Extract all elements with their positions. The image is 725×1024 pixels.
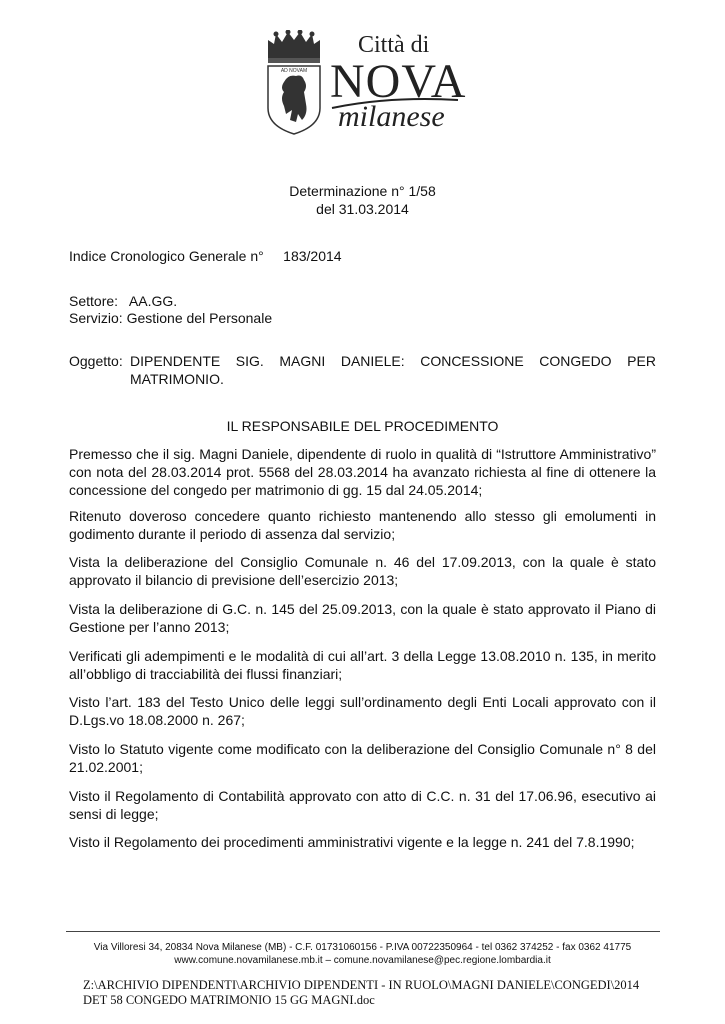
oggetto-word: SIG. (235, 353, 264, 369)
paragraph-ritenuto: Ritenuto doveroso concedere quanto richiesto mantenendo allo stesso gli emolumenti in godimento durante il periodo di assenza dal servizio; (69, 508, 656, 542)
responsabile-heading: IL RESPONSABILE DEL PROCEDIMENTO (226, 418, 499, 434)
file-path: Z:\ARCHIVIO DIPENDENTI\ARCHIVIO DIPENDENTI - IN RUOLO\MAGNI DANIELE\CONGEDI\2014 DET 58 CONGEDO MATRIMONIO 15 GG MAGNI.doc (83, 978, 640, 1007)
paragraph-testo-unico: Visto l’art. 183 del Testo Unico delle leggi sull’ordinamento degli Enti Locali approvato con il D.Lgs.vo 18.08.2000 n. 267; (69, 694, 656, 728)
coat-of-arms-icon (262, 30, 326, 136)
footer-divider (66, 931, 660, 932)
footer-address: Via Villoresi 34, 20834 Nova Milanese (MB) - C.F. 01731060156 - P.IVA 00722350964 - tel 0362 374252 - fax 0362 41775 (93, 942, 632, 953)
determinazione-number: Determinazione n° 1/58 (289, 183, 436, 199)
oggetto-word: DIPENDENTE (130, 353, 221, 369)
logo-swoosh-icon (330, 94, 460, 114)
indice-cronologico: Indice Cronologico Generale n° 183/2014 (69, 248, 342, 264)
oggetto-word: CONCESSIONE (420, 353, 524, 369)
oggetto-word: CONGEDO (539, 353, 612, 369)
logo-milanese: milanese (338, 100, 445, 133)
paragraph-premesso: Premesso che il sig. Magni Daniele, dipendente di ruolo in qualità di “Istruttore Amministrativo” con nota del 28.03.2014 prot. 5568 del 28.03.2014 ha avanzato richiesta al fine di ottenere la concessione del congedo per matrimonio di gg. 15 dal 24.05.2014; (69, 446, 656, 498)
oggetto-line-2: MATRIMONIO. (130, 371, 224, 387)
paragraph-statuto: Visto lo Statuto vigente come modificato con la deliberazione del Consiglio Comunale n° 8 del 21.02.2001; (69, 741, 656, 775)
paragraph-tracciabilita: Verificati gli adempimenti e le modalità di cui all’art. 3 della Legge 13.08.2010 n. 135, in merito all’obbligo di tracciabilità dei flussi finanziari; (69, 648, 656, 682)
city-logo (262, 30, 467, 140)
paragraph-regolamento-contabilita: Visto il Regolamento di Contabilità approvato con atto di C.C. n. 31 del 17.06.96, esecutivo ai sensi di legge; (69, 788, 656, 822)
paragraph-regolamento-procedimenti: Visto il Regolamento dei procedimenti amministrativi vigente e la legge n. 241 del 7.8.1990; (69, 834, 635, 850)
coat-of-arms-motto: AD NOVAM (280, 68, 308, 74)
oggetto-word: DANIELE: (340, 353, 405, 369)
servizio: Servizio: Gestione del Personale (69, 310, 273, 326)
oggetto-word: MAGNI (279, 353, 326, 369)
logo-nova: NOVA (330, 55, 467, 108)
paragraph-bilancio: Vista la deliberazione del Consiglio Comunale n. 46 del 17.09.2013, con la quale è stato approvato il bilancio di previsione dell’esercizio 2013; (69, 554, 656, 588)
oggetto-text (130, 352, 656, 388)
paragraph-piano-gestione: Vista la deliberazione di G.C. n. 145 del 25.09.2013, con la quale è stato approvato il Piano di Gestione per l’anno 2013; (69, 601, 656, 635)
logo-citta-di: Città di (358, 32, 430, 58)
settore: Settore: AA.GG. (69, 293, 178, 309)
oggetto-line-1 (130, 352, 656, 370)
determinazione-date: del 31.03.2014 (316, 201, 409, 217)
oggetto-word: PER (627, 353, 656, 369)
footer-web: www.comune.novamilanese.mb.it – comune.novamilanese@pec.regione.lombardia.it (174, 955, 551, 966)
oggetto-label: Oggetto: (69, 353, 123, 369)
